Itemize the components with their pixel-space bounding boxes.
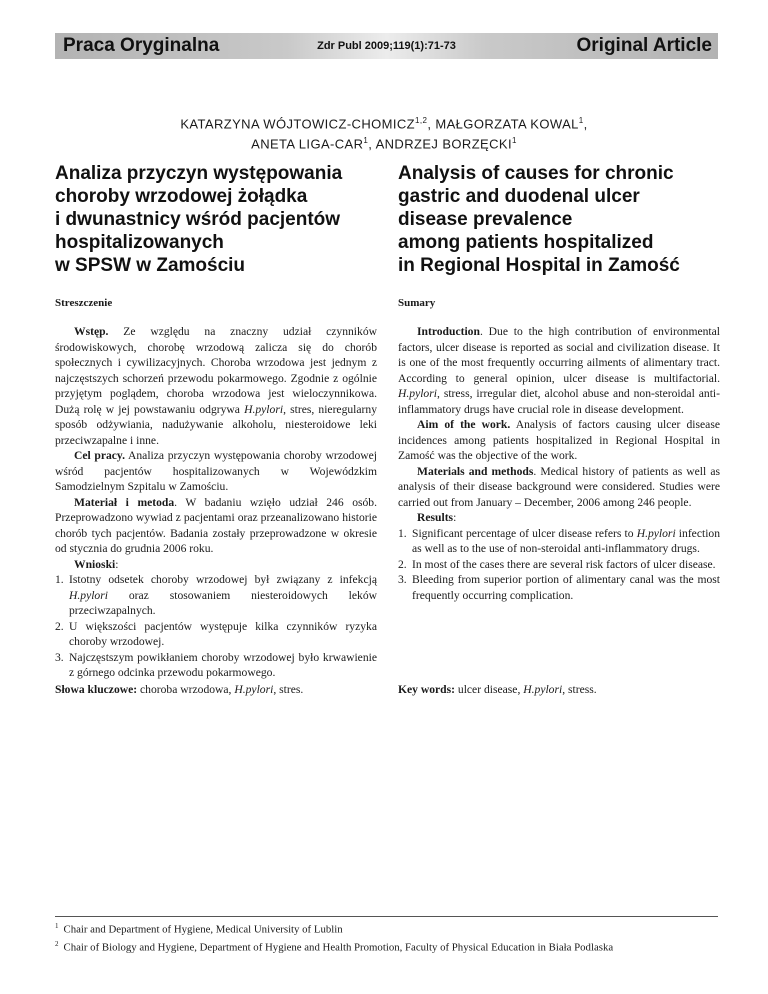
pathogen-name: H.pylori	[398, 387, 437, 400]
title-line: i dwunastnicy wśród pacjentów	[55, 209, 341, 230]
author-affiliation: 1	[578, 116, 584, 125]
methods-text: . Medical history of patients as well as analysis of their disease background were considered. Studies were carried out from January – December, 2006 among 246 people.	[398, 464, 720, 509]
list-item	[398, 572, 720, 603]
author-name: ANETA LIGA-CAR	[251, 136, 364, 152]
list-item	[398, 526, 720, 557]
footnote-text: Chair and Department of Hygiene, Medical University of Lublin	[63, 923, 343, 936]
author-separator: ,	[427, 116, 436, 132]
results-label: Results	[417, 511, 454, 524]
keywords-polish	[55, 683, 303, 696]
author-separator: ,	[368, 136, 376, 152]
title-line: in Regional Hospital in Zamość	[398, 255, 680, 276]
keywords-label: Słowa kluczowe:	[55, 683, 138, 696]
aim-text: Analysis of factors causing ulcer disease incidences among patients hospitalized in Regional Hospital in Zamość was the objective of the work.	[398, 418, 720, 462]
list-number: 1.	[55, 573, 64, 586]
title-polish	[55, 162, 385, 277]
intro-paragraph	[55, 324, 377, 448]
author-line-1	[0, 112, 768, 132]
aim-paragraph	[398, 417, 720, 464]
list-item	[398, 557, 720, 573]
title-line: Analiza przyczyn występowania	[55, 163, 343, 184]
article-type-en: Original Article	[576, 35, 712, 56]
title-line: hospitalizowanych	[55, 232, 224, 253]
title-line: disease prevalence	[398, 209, 573, 230]
abstract-english	[398, 324, 720, 603]
conclusions-label: Wnioski	[74, 557, 116, 571]
keywords-text: , stres.	[273, 683, 304, 696]
list-text: infection as well as to the use of non-steroidal anti-inflammatory drugs.	[412, 526, 721, 555]
list-text: Bleeding from superior portion of alimentary canal was the most frequently occurring complication.	[412, 573, 720, 602]
list-item	[55, 619, 377, 650]
results-colon: :	[453, 511, 457, 524]
keywords-english	[398, 683, 597, 696]
list-text: In most of the cases there are several risk factors of ulcer disease.	[412, 557, 716, 571]
pathogen-name: H.pylori	[69, 588, 108, 602]
title-line: Analysis of causes for chronic	[398, 163, 674, 184]
results-list	[398, 526, 720, 604]
title-line: choroby wrzodowej żołądka	[55, 186, 308, 207]
intro-text: Ze względu na znaczny udział czynników środowiskowych, chorobę wrzodową zalicza się do chorób społecznych i cywilizacyjnych. Choroba wrzodowa jest jednym z najczęstszych schorzeń przewodu pokarmowego. Zgodnie z ogólnie przyjętym poglądem, choroba wrzodowa jest wieloczynnikowa. Dużą rolę w jej powstawaniu odgrywa	[55, 325, 377, 416]
footnote	[55, 919, 725, 937]
author-name: ANDRZEJ BORZĘCKI	[375, 136, 512, 152]
intro-text: , stress, irregular diet, alcohol abuse and non-steroidal anti-inflammatory drugs have crucial role in disease development.	[398, 387, 720, 416]
pathogen-name: H.pylori	[244, 402, 284, 416]
author-separator: ,	[583, 116, 588, 132]
intro-text: , stres, nieregularny sposób odżywiania, nadużywanie alkoholu, niesteroidowe leki przeciwzapalne i inne.	[55, 402, 377, 447]
abstract-heading-pl: Streszczenie	[55, 297, 113, 309]
abstract-heading-en: Sumary	[398, 297, 436, 309]
list-item	[55, 572, 377, 619]
title-english	[398, 162, 728, 277]
footnote-divider	[55, 916, 718, 917]
conclusions-list	[55, 572, 377, 681]
list-number: 1.	[398, 526, 407, 540]
keywords-text: , stress.	[562, 683, 597, 696]
conclusions-heading	[55, 557, 377, 573]
intro-label: Introduction	[417, 325, 480, 338]
list-number: 3.	[55, 650, 64, 664]
keywords-text: ulcer disease,	[455, 683, 524, 696]
list-number: 3.	[398, 573, 407, 586]
journal-citation: Zdr Publ 2009;119(1):71-73	[317, 40, 456, 52]
journal-header	[55, 33, 718, 59]
aim-label: Aim of the work.	[417, 418, 511, 431]
author-name: MAŁGORZATA KOWAL	[435, 116, 579, 132]
methods-paragraph	[55, 495, 377, 557]
abstract-polish	[55, 324, 377, 681]
list-number: 2.	[55, 619, 64, 633]
article-type-pl: Praca Oryginalna	[63, 35, 220, 56]
conclusions-colon: :	[115, 557, 119, 571]
methods-paragraph	[398, 464, 720, 511]
author-affiliation: 1	[363, 136, 369, 146]
footnote-number: 1	[55, 922, 59, 930]
title-line: w SPSW w Zamościu	[55, 255, 246, 276]
footnote-text: Chair of Biology and Hygiene, Department of Hygiene and Health Promotion, Faculty of Physical Education in Biała Podlaska	[63, 941, 614, 954]
aim-text: Analiza przyczyn występowania choroby wrzodowej wśród pacjentów hospitalizowanych w Wojewódzkim Samodzielnym Szpitalu w Zamościu.	[55, 449, 378, 493]
methods-label: Materiał i metoda	[74, 495, 175, 509]
methods-text: . W badaniu wzięło udział 246 osób. Przeprowadzono wywiad z pacjentami oraz przeanalizowano historie chorób tych pacjentów. Badania zostały przeprowadzone w okresie od stycznia do grudnia 2006 roku.	[55, 495, 377, 555]
pathogen-name: H.pylori	[523, 683, 563, 696]
author-name: KATARZYNA WÓJTOWICZ-CHOMICZ	[180, 116, 416, 132]
author-list	[0, 112, 768, 153]
list-text: oraz stosowaniem niesteroidowych leków przeciwzapalnych.	[69, 588, 377, 617]
author-affiliation: 1	[512, 136, 517, 146]
footnote-number: 2	[55, 939, 59, 948]
keywords-text: choroba wrzodowa,	[137, 683, 235, 696]
pathogen-name: H.pylori	[636, 526, 676, 540]
author-affiliation: 1,2	[415, 116, 428, 125]
author-line-2	[0, 132, 768, 152]
intro-text: . Due to the high contribution of environmental factors, ulcer disease is reported as social and civilization disease. It is one of the most frequently occurring ailments of alimentary tract. According to general opinion, ulcer disease is multifactorial.	[398, 325, 720, 385]
results-heading	[398, 510, 720, 526]
title-line: among patients hospitalized	[398, 232, 654, 253]
list-text: U większości pacjentów występuje kilka czynników ryzyka choroby wrzodowej.	[69, 619, 377, 648]
list-text: Istotny odsetek choroby wrzodowej był związany z infekcją	[69, 573, 377, 586]
intro-paragraph	[398, 324, 720, 417]
intro-label: Wstęp.	[74, 325, 109, 338]
aim-label: Cel pracy.	[74, 449, 125, 462]
title-line: gastric and duodenal ulcer	[398, 186, 640, 207]
affiliation-footnotes	[55, 919, 725, 954]
list-text: Significant percentage of ulcer disease refers to	[412, 526, 637, 540]
pathogen-name: H.pylori	[234, 683, 274, 696]
list-text: Najczęstszym powikłaniem choroby wrzodowej było krwawienie z górnego odcinka przewodu pokarmowego.	[69, 650, 377, 679]
aim-paragraph	[55, 448, 377, 495]
list-number: 2.	[398, 557, 407, 571]
list-item	[55, 650, 377, 681]
keywords-label: Key words:	[398, 683, 455, 696]
methods-label: Materials and methods	[417, 464, 534, 478]
footnote	[55, 937, 725, 955]
